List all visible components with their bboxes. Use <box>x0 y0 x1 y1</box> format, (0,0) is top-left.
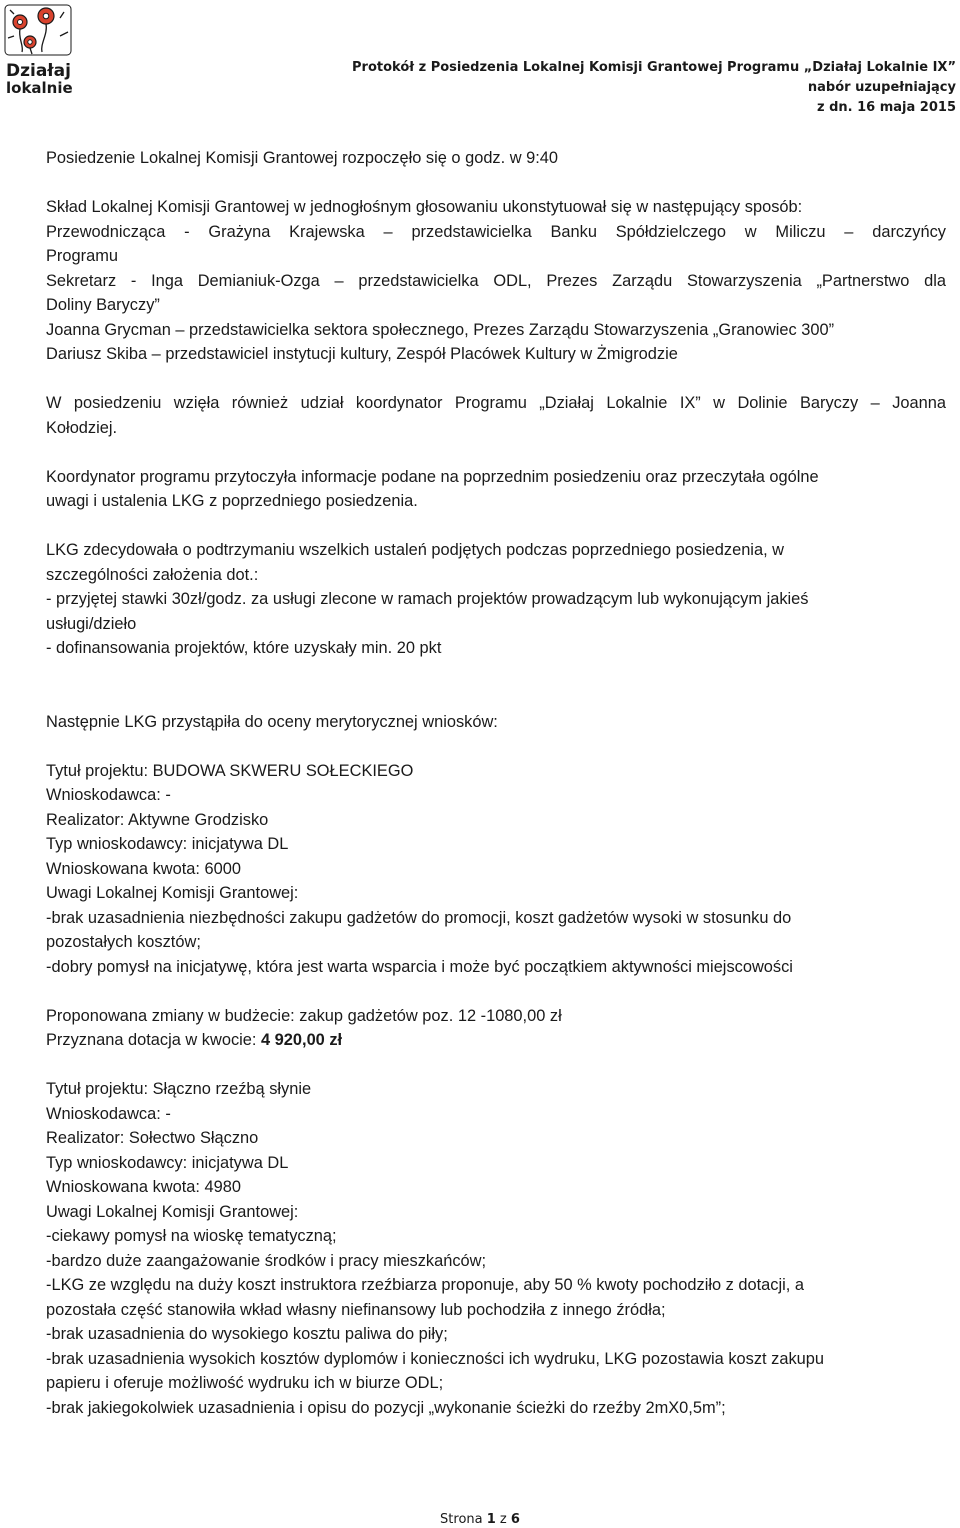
rate-line-1: - przyjętej stawki 30zł/godz. za usługi zlecone w ramach projektów prowadzącym lub wykonującym jakieś <box>46 590 809 608</box>
secretary-line-1: Sekretarz - Inga Demianiuk-Ozga – przedstawicielka ODL, Prezes Zarządu Stowarzyszenia „Partnerstwo dla <box>46 271 946 290</box>
info-line-1: Koordynator programu przytoczyła informacje podane na poprzednim posiedzeniu oraz przeczytała ogólne <box>46 467 819 486</box>
project-applicant-type: Typ wnioskodawcy: inicjatywa DL <box>46 1153 289 1172</box>
info-line-2: uwagi i ustalenia LKG z poprzedniego posiedzenia. <box>46 492 418 510</box>
project-title: Tytuł projektu: Słączno rzeźbą słynie <box>46 1080 312 1098</box>
grant-line <box>46 1028 946 1053</box>
decision-line-2: szczególności założenia dot.: <box>46 565 259 584</box>
chair-line-2: Programu <box>46 247 118 265</box>
remark-line: -LKG ze względu na duży koszt instruktora rzeźbiarza proponuje, aby 50 % kwoty pochodziło z dotacji, a <box>46 1276 805 1294</box>
protocol-subtitle: nabór uzupełniający <box>807 80 956 95</box>
budget-change-line: Proponowana zmiany w budżecie: zakup gadżetów poz. 12 -1080,00 zł <box>46 1006 562 1025</box>
evaluation-intro: Następnie LKG przystąpiła do oceny merytorycznej wniosków: <box>46 712 498 731</box>
remark-line: -brak uzasadnienia niezbędności zakupu gadżetów do promocji, koszt gadżetów wysoki w stosunku do <box>46 908 792 927</box>
member-line-1: Joanna Grycman – przedstawicielka sektora społecznego, Prezes Zarządu Stowarzyszenia „Granowiec 300” <box>46 320 835 339</box>
page-footer <box>0 1512 960 1527</box>
coordinator-line-1: W posiedzeniu wzięła również udział koordynator Programu „Działaj Lokalnie IX” w Dolinie Baryczy – Joanna <box>46 394 946 412</box>
protocol-date: z dn. 16 maja 2015 <box>817 100 956 115</box>
remark-line: papieru i oferuje możliwość wydruku ich w biurze ODL; <box>46 1374 444 1392</box>
decision-line-1: LKG zdecydowała o podtrzymaniu wszelkich ustaleń podjętych podczas poprzedniego posiedzenia, w <box>46 541 785 559</box>
logo-graphic <box>2 2 76 96</box>
composition-intro: Skład Lokalnej Komisji Grantowej w jednogłośnym głosowaniu ukonstytuował się w następujący sposób: <box>46 198 803 216</box>
project-applicant-type: Typ wnioskodawcy: inicjatywa DL <box>46 835 289 853</box>
remark-line: -ciekawy pomysł na wioskę tematyczną; <box>46 1227 337 1245</box>
secretary-line-2: Doliny Baryczy” <box>46 296 160 314</box>
page-total: 6 <box>510 1512 520 1527</box>
project-remarks-heading: Uwagi Lokalnej Komisji Grantowej: <box>46 1202 299 1221</box>
remark-line: -dobry pomysł na inicjatywę, która jest warta wsparcia i może być początkiem aktywności miejscowości <box>46 957 793 976</box>
member-line-2: Dariusz Skiba – przedstawiciel instytucji kultury, Zespół Placówek Kultury w Żmigrodzie <box>46 345 678 363</box>
remark-line: -bardzo duże zaangażowanie środków i pracy mieszkańców; <box>46 1251 487 1270</box>
logo-text-bottom: lokalnie <box>6 79 73 96</box>
project-requested-amount: Wnioskowana kwota: 4980 <box>46 1178 241 1196</box>
document-header <box>352 58 956 118</box>
project-entry <box>46 759 946 1053</box>
page-label: Strona <box>440 1512 487 1527</box>
grant-value: 4 920,00 zł <box>261 1031 343 1049</box>
coordinator-line-2: Kołodziej. <box>46 418 118 437</box>
grant-label: Przyznana dotacja w kwocie: <box>46 1031 261 1049</box>
project-implementer: Realizator: Aktywne Grodzisko <box>46 810 269 829</box>
remark-line: pozostała część stanowiła wkład własny niefinansowy lub pochodziła z innego źródła; <box>46 1300 666 1319</box>
project-implementer: Realizator: Sołectwo Słączno <box>46 1129 259 1147</box>
protocol-title: Protokół z Posiedzenia Lokalnej Komisji Grantowej Programu „Działaj Lokalnie IX” <box>352 60 956 75</box>
remark-line: -brak uzasadnienia wysokich kosztów dyplomów i konieczności ich wydruku, LKG pozostawia koszt zakupu <box>46 1349 825 1368</box>
project-applicant: Wnioskodawca: - <box>46 786 171 804</box>
page-of: z <box>495 1512 511 1527</box>
rate-line-2: usługi/dzieło <box>46 614 137 633</box>
funding-line: - dofinansowania projektów, które uzyskały min. 20 pkt <box>46 639 442 657</box>
project-requested-amount: Wnioskowana kwota: 6000 <box>46 859 241 878</box>
project-entry <box>46 1077 946 1420</box>
remark-line: -brak uzasadnienia do wysokiego kosztu paliwa do piły; <box>46 1325 448 1343</box>
project-title: Tytuł projektu: BUDOWA SKWERU SOŁECKIEGO <box>46 761 414 780</box>
dzialaj-lokalnie-logo <box>2 2 76 96</box>
project-remarks-heading: Uwagi Lokalnej Komisji Grantowej: <box>46 884 299 902</box>
page-current: 1 <box>486 1512 496 1527</box>
remark-line: -brak jakiegokolwiek uzasadnienia i opisu do pozycji „wykonanie ścieżki do rzeźby 2mX0,5m”; <box>46 1398 726 1417</box>
project-applicant: Wnioskodawca: - <box>46 1104 171 1123</box>
document-body <box>46 146 946 1420</box>
opening-line: Posiedzenie Lokalnej Komisji Grantowej rozpoczęło się o godz. w 9:40 <box>46 149 559 167</box>
chair-line-1: Przewodnicząca - Grażyna Krajewska – przedstawicielka Banku Spółdzielczego w Miliczu – darczyńcy <box>46 222 946 241</box>
logo-text-top: Działaj <box>6 61 71 81</box>
remark-line: pozostałych kosztów; <box>46 933 201 951</box>
